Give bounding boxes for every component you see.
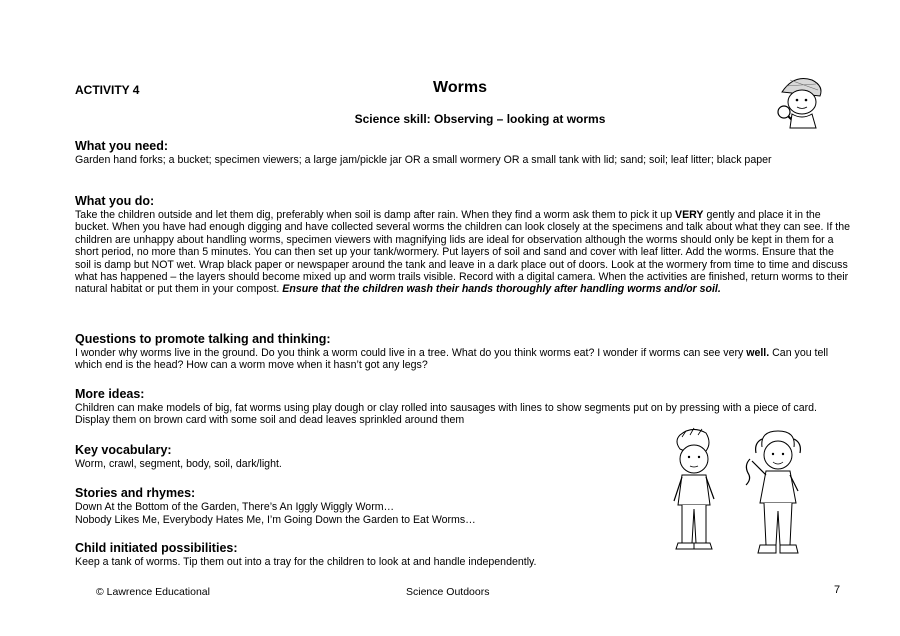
section-text-do: [75, 209, 850, 296]
footer-book-title: Science Outdoors: [406, 586, 490, 598]
section-heading-ideas: More ideas:: [75, 387, 145, 401]
section-heading-need: What you need:: [75, 139, 169, 153]
page-subtitle: Science skill: Observing – looking at worms: [354, 112, 606, 126]
section-text-vocab: Worm, crawl, segment, body, soil, dark/light.: [75, 458, 282, 470]
do-text-part2: gently and place it in the bucket. When you have had enough digging and have collected several worms the children can look closely at the specimens and talk about what they can see. If the children are unhappy about handling worms, specimen viewers with magnifying lids are ideal for observation although the worms should only be kept in them for a short period, no more than 5 minutes. You can then set up your tank/wormery. Put layers of soil and sand and cover with leaf litter. Add the worms. Ensure that the soil is damp but NOT wet. Wrap black paper or newspaper around the tank and leave in a dark place out of doors. Look at the wormery from time to time and discuss what has happened – the layers should become mixed up and worm trails visible. Record with a digital camera. When the activities are finished, return worms to their natural habitat or put them in your compost.: [75, 209, 850, 296]
section-heading-questions: Questions to promote talking and thinking:: [75, 332, 331, 346]
do-text-emphasis: Ensure that the children wash their hands thoroughly after handling worms and/or soil.: [282, 283, 721, 296]
section-heading-child: Child initiated possibilities:: [75, 541, 238, 555]
stories-line-1: Down At the Bottom of the Garden, There’s An Iggly Wiggly Worm…: [75, 501, 395, 513]
children-illustration: [662, 425, 822, 565]
questions-text-well: well.: [746, 347, 770, 359]
section-text-need: Garden hand forks; a bucket; specimen viewers; a large jam/pickle jar OR a small wormery OR a small tank with lid; sand; soil; leaf litter; black paper: [75, 154, 772, 166]
section-heading-do: What you do:: [75, 194, 155, 208]
section-text-ideas: Children can make models of big, fat worms using play dough or clay rolled into sausages with lines to show segments put on by pressing with a piece of card. Display them on brown card with some soil and dead leaves sprinkled around them: [75, 402, 817, 427]
stories-line-2: Nobody Likes Me, Everybody Hates Me, I’m Going Down the Garden to Eat Worms…: [75, 514, 476, 526]
section-text-questions: [75, 347, 850, 372]
section-heading-vocab: Key vocabulary:: [75, 443, 172, 457]
section-text-child: Keep a tank of worms. Tip them out into a tray for the children to look at and handle independently.: [75, 556, 537, 568]
do-text-part1: Take the children outside and let them dig, preferably when soil is damp after rain. When they find a worm ask them to pick it up: [75, 209, 676, 221]
detective-illustration: [772, 70, 832, 132]
questions-text-part1: I wonder why worms live in the ground. Do you think a worm could live in a tree. What do you think worms eat? I wonder if worms can see very: [75, 347, 747, 359]
questions-text-part2: Can you tell which end is the head? How can a worm move when it hasn’t got any legs?: [75, 347, 829, 372]
page-title: Worms: [433, 79, 487, 96]
page-number: 7: [834, 584, 841, 596]
activity-label: ACTIVITY 4: [75, 83, 140, 97]
footer-copyright: © Lawrence Educational: [96, 586, 210, 598]
section-heading-stories: Stories and rhymes:: [75, 486, 196, 500]
do-text-very: VERY: [675, 209, 704, 221]
